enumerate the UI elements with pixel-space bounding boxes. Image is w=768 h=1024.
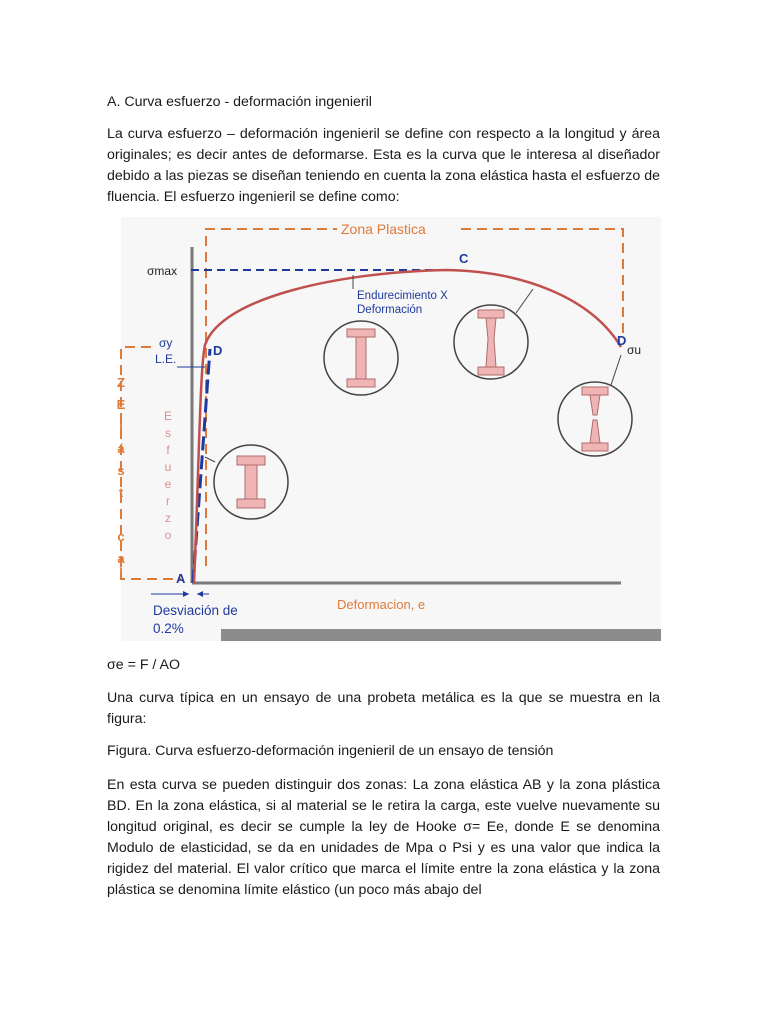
- esfuerzo-letter: f: [166, 443, 170, 457]
- paragraph-intro: La curva esfuerzo – deformación ingenieril se define con respecto a la longitud y área originales; es decir antes de deformarse. Esta es la curva que le interesa al diseñador debido a las piezas se diseñan teniendo en cuenta la zona elástica hasta el esfuerzo de fluencia. El esfuerzo ingenieril se define como:: [107, 126, 660, 205]
- zona-elastica-letter: i: [119, 507, 123, 522]
- point-d-left-label: D: [213, 343, 223, 358]
- figure-caption: Figura. Curva esfuerzo-deformación ingenieril de un ensayo de tensión: [107, 743, 554, 759]
- endurecimiento-line1: Endurecimiento X: [357, 290, 448, 302]
- zona-elastica-letter: l: [119, 419, 123, 434]
- endurecimiento-line2: Deformación: [357, 304, 423, 316]
- zona-elastica-letter: a: [117, 551, 125, 566]
- zona-elastica-letter: c: [117, 529, 125, 544]
- esfuerzo-letter: o: [164, 528, 172, 542]
- desviacion-label-line2: 0.2%: [153, 621, 184, 636]
- esfuerzo-letter: r: [166, 494, 170, 508]
- esfuerzo-letter: e: [164, 477, 172, 491]
- zona-elastica-letter: l: [119, 565, 123, 580]
- zona-plastica-label: Zona Plastica: [341, 221, 426, 237]
- point-d-right-label: D: [617, 333, 627, 348]
- section-heading: A. Curva esfuerzo - deformación ingenieril: [107, 94, 372, 110]
- paragraph-typical-curve: Una curva típica en un ensayo de una probeta metálica es la que se muestra en la figura:: [107, 690, 660, 727]
- zona-elastica-letter: s: [117, 463, 125, 478]
- esfuerzo-letter: s: [165, 426, 171, 440]
- figure-bottom-bar: [221, 629, 661, 641]
- sigma-max-label: σmax: [147, 264, 178, 278]
- zona-elastica-letter: E: [116, 397, 126, 412]
- paragraph-zones: En esta curva se pueden distinguir dos zonas: La zona elástica AB y la zona plástica BD. En la zona elástica, si al material se le retira la carga, este vuelve nuevamente su longitud original, es decir se cumple la ley de Hooke σ= Ee, donde E se denomina Modulo de elasticidad, se da en unidades de Mpa o Psi y es una valor que indica la rigidez del material. El valor crítico que marca el límite entre la zona elástica y la zona plástica se denomina límite elástico (un poco más abajo del: [107, 777, 660, 898]
- esfuerzo-letter: u: [164, 460, 172, 474]
- desviacion-label-line1: Desviación de: [153, 603, 238, 618]
- formula: σe = F / AO: [107, 657, 181, 673]
- sigma-u-label: σu: [627, 343, 642, 357]
- specimen-plastic: [324, 321, 398, 395]
- deformacion-axis-label: Deformacion, e: [337, 597, 426, 612]
- le-label: L.E.: [155, 352, 177, 366]
- sigma-y-label: σy: [159, 336, 173, 350]
- esfuerzo-letter: E: [163, 409, 173, 423]
- esfuerzo-letter: z: [165, 511, 171, 525]
- zona-elastica-letter: t: [118, 485, 124, 500]
- point-c-label: C: [459, 251, 469, 266]
- zona-elastica-letter: Z: [117, 375, 125, 390]
- stress-strain-figure: [116, 217, 661, 641]
- zona-elastica-letter: á: [117, 441, 125, 456]
- point-a-label: A: [176, 571, 186, 586]
